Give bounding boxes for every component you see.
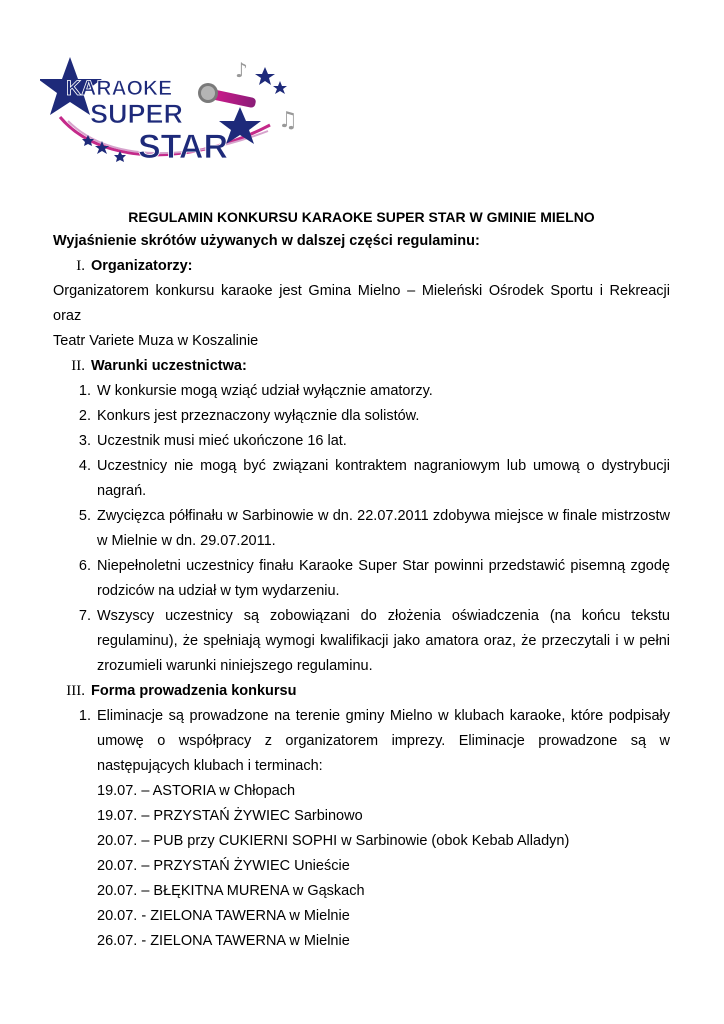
section-heading bbox=[53, 679, 670, 704]
organizers-text: Teatr Variete Muza w Koszalinie bbox=[53, 333, 259, 349]
item-text: Uczestnik musi mieć ukończone 16 lat. bbox=[97, 433, 347, 449]
item-text: Konkurs jest przeznaczony wyłącznie dla solistów. bbox=[97, 408, 420, 424]
section-title: Warunki uczestnictwa: bbox=[91, 358, 247, 374]
logo-line3: STAR bbox=[138, 128, 229, 166]
section-number: II. bbox=[71, 358, 85, 374]
section-number: III. bbox=[66, 683, 85, 699]
section-title: Forma prowadzenia konkursu bbox=[91, 683, 297, 699]
section-title: Organizatorzy: bbox=[91, 258, 193, 274]
item-number: 1. bbox=[78, 708, 91, 724]
item-number: 5. bbox=[78, 508, 91, 524]
schedule-entry: 20.07. - ZIELONA TAWERNA w Mielnie bbox=[97, 908, 350, 924]
music-note-icon: ♫ bbox=[278, 108, 298, 133]
section-heading bbox=[53, 254, 670, 279]
logo-line1: KARAOKE bbox=[66, 77, 173, 100]
item-number: 1. bbox=[78, 383, 91, 399]
list-item bbox=[53, 454, 670, 504]
logo-line2: SUPER bbox=[90, 99, 184, 129]
format-list bbox=[53, 704, 670, 779]
list-item bbox=[53, 379, 670, 404]
schedule-entry: 26.07. - ZIELONA TAWERNA w Mielnie bbox=[97, 933, 350, 949]
schedule-entry: 20.07. – PUB przy CUKIERNI SOPHI w Sarbinowie (obok Kebab Alladyn) bbox=[97, 833, 570, 849]
schedule-list bbox=[97, 779, 670, 954]
regulations-document bbox=[53, 206, 670, 954]
list-item bbox=[53, 554, 670, 604]
music-note-icon: ♪ bbox=[235, 58, 248, 82]
microphone-icon bbox=[198, 83, 256, 108]
list-item bbox=[53, 604, 670, 679]
item-number: 3. bbox=[78, 433, 91, 449]
list-item bbox=[53, 704, 670, 779]
abbreviations-heading: Wyjaśnienie skrótów używanych w dalszej części regulaminu: bbox=[53, 233, 480, 249]
schedule-entry: 20.07. – PRZYSTAŃ ŻYWIEC Unieście bbox=[97, 858, 350, 874]
item-text: Uczestnicy nie mogą być związani kontraktem nagraniowym lub umową o dystrybucji nagrań. bbox=[97, 458, 670, 499]
list-item bbox=[53, 404, 670, 429]
item-number: 2. bbox=[78, 408, 91, 424]
item-number: 7. bbox=[78, 608, 91, 624]
schedule-entry: 19.07. – ASTORIA w Chłopach bbox=[97, 783, 296, 799]
organizers-text: Organizatorem konkursu karaoke jest Gmina Mielno – Mieleński Ośrodek Sportu i Rekreacji oraz bbox=[53, 283, 670, 324]
karaoke-super-star-logo bbox=[40, 55, 300, 170]
star-icon bbox=[255, 67, 275, 85]
item-text: W konkursie mogą wziąć udział wyłącznie amatorzy. bbox=[97, 383, 433, 399]
schedule-entry: 20.07. – BŁĘKITNA MURENA w Gąskach bbox=[97, 883, 365, 899]
item-text: Eliminacje są prowadzone na terenie gminy Mielno w klubach karaoke, które podpisały umowę o współpracy z organizatorem imprezy. Eliminacje prowadzone są w następujących klubach i terminach: bbox=[97, 708, 670, 774]
document-title: REGULAMIN KONKURSU KARAOKE SUPER STAR W GMINIE MIELNO bbox=[128, 209, 595, 225]
list-item bbox=[53, 429, 670, 454]
section-heading bbox=[53, 354, 670, 379]
item-number: 6. bbox=[78, 558, 91, 574]
item-text: Wszyscy uczestnicy są zobowiązani do złożenia oświadczenia (na końcu tekstu regulaminu), że spełniają wymogi kwalifikacji jako amatora oraz, że przeczytali i w pełni zrozumieli warunki niniejszego regulaminu. bbox=[97, 608, 670, 674]
item-number: 4. bbox=[78, 458, 91, 474]
list-item bbox=[53, 504, 670, 554]
conditions-list bbox=[53, 379, 670, 679]
item-text: Niepełnoletni uczestnicy finału Karaoke Super Star powinni przedstawić pisemną zgodę rodziców na udział w tym wydarzeniu. bbox=[97, 558, 670, 599]
star-icon bbox=[273, 81, 287, 94]
item-text: Zwycięzca półfinału w Sarbinowie w dn. 22.07.2011 zdobywa miejsce w finale mistrzostw w Mielnie w dn. 29.07.2011. bbox=[97, 508, 670, 549]
schedule-entry: 19.07. – PRZYSTAŃ ŻYWIEC Sarbinowo bbox=[97, 808, 363, 824]
section-number: I. bbox=[76, 258, 85, 274]
